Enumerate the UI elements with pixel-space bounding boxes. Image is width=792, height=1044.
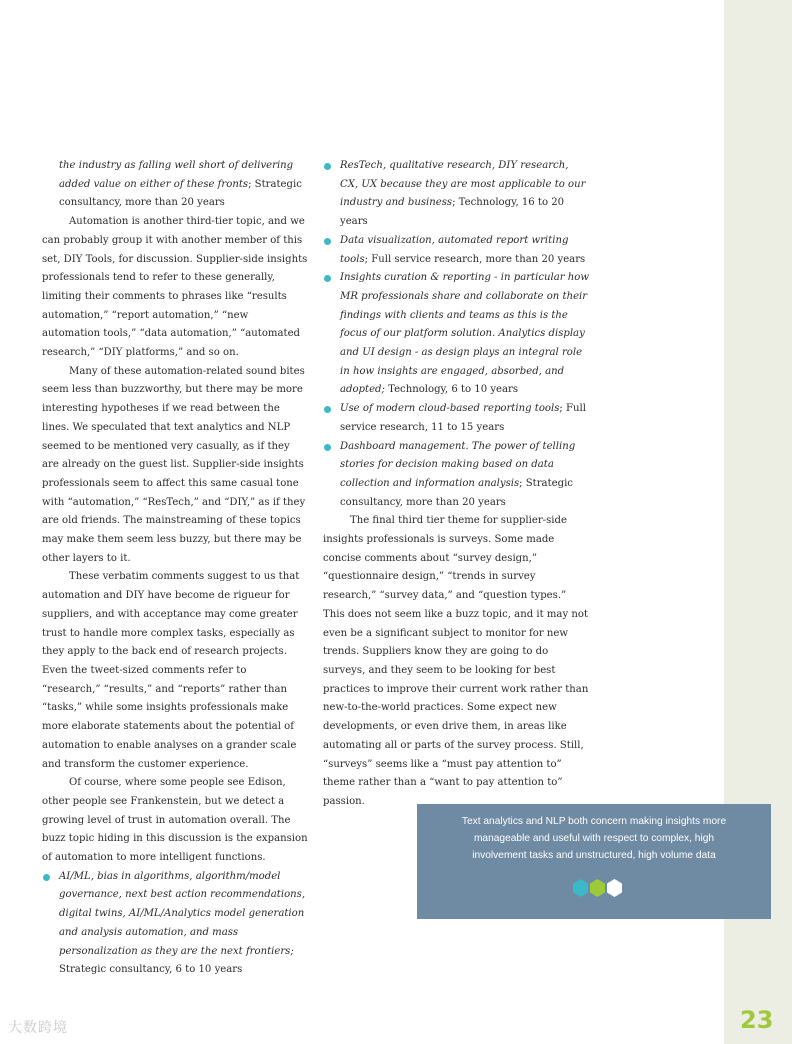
bullet-dot-icon bbox=[324, 163, 331, 170]
bullet-quote: Dashboard management. The power of telling stories for decision making based on data collection and information analysis bbox=[340, 440, 576, 489]
bullet-quote: AI/ML, bias in algorithms, algorithm/model governance, next best action recommendations, digital twins, AI/ML/Analytics model generation and analysis automation, and mass personalization as they are the next frontiers; bbox=[59, 870, 306, 957]
bullet-item bbox=[42, 868, 308, 980]
bullet-dot-icon bbox=[324, 444, 331, 451]
hexagon-white-icon bbox=[607, 879, 622, 897]
watermark-text: 大数跨境 bbox=[8, 1020, 68, 1036]
bullet-item bbox=[323, 400, 589, 437]
left-column bbox=[42, 157, 308, 980]
quote-source: ; Strategic consultancy, more than 20 years bbox=[59, 178, 302, 209]
paragraph: The final third tier theme for supplier-side insights professionals is surveys. Some made concise comments about “survey design,” “questionnaire design,” “trends in survey research,” “survey data,” and “question types.” This does not seem like a buzz topic, and it may not even be a significant subject to monitor for new trends. Suppliers know they are going to do surveys, and they seem to be looking for best practices to improve their current work rather than new-to-the-world practices. Some expect new developments, or even drive them, in areas like automating all or parts of the survey process. Still, “surveys” seems like a “must pay attention to” theme rather than a “want to pay attention to” passion. bbox=[323, 515, 589, 807]
right-column bbox=[323, 157, 589, 812]
paragraph: Many of these automation-related sound bites seem less than buzzworthy, but there may be more interesting hypotheses if we read between the lines. We speculated that text analytics and NLP seemed to be mentioned very casually, as if they are already on the guest list. Supplier-side insights professionals seem to affect this same casual tone with “automation,” “ResTech,” and “DIY,” as if they are old friends. The mainstreaming of these topics may make them seem less buzzy, but there may be other layers to it. bbox=[42, 365, 306, 564]
bullet-quote: Insights curation & reporting - in particular how MR professionals share and collaborate on their findings with clients and teams as this is the focus of our platform solution. Analytics display and UI design - as design plays an integral role in how insights are engaged, absorbed, and adopted; bbox=[340, 272, 589, 396]
watermark-logo bbox=[8, 1017, 68, 1037]
bullet-dot-icon bbox=[43, 874, 50, 881]
bullet-quote: Use of modern cloud-based reporting tools bbox=[340, 403, 560, 415]
bullet-quote: Data visualization, automated report writing tools bbox=[340, 234, 569, 265]
bullet-item bbox=[323, 269, 589, 400]
bullet-item bbox=[323, 157, 589, 232]
hexagon-decoration-icon bbox=[572, 878, 624, 898]
callout-box bbox=[417, 804, 771, 919]
bullet-source: Technology, 6 to 10 years bbox=[384, 384, 519, 396]
bullet-source: ; Strategic consultancy, more than 20 years bbox=[340, 477, 573, 508]
bullet-source: ; Full service research, 11 to 15 years bbox=[340, 403, 586, 433]
bullet-source: Strategic consultancy, 6 to 10 years bbox=[59, 964, 243, 976]
quote-continuation bbox=[42, 157, 308, 213]
quote-text: the industry as falling well short of delivering added value on either of these fronts bbox=[59, 160, 294, 190]
callout-text: Text analytics and NLP both concern making insights more manageable and useful with respect to complex, high involvement tasks and unstructured, high volume data bbox=[461, 816, 727, 861]
page-number: 23 bbox=[740, 1006, 774, 1034]
hexagon-green-icon bbox=[590, 879, 605, 897]
bullet-quote: ResTech, qualitative research, DIY research, CX, UX because they are most applicable to our industry and business bbox=[340, 160, 586, 209]
bullet-dot-icon bbox=[324, 238, 331, 245]
paragraph: Of course, where some people see Edison, other people see Frankenstein, but we detect a growing level of trust in automation overall. The buzz topic hiding in this discussion is the expansion of automation to more intelligent functions. bbox=[42, 777, 308, 864]
bullet-source: ; Technology, 16 to 20 years bbox=[340, 197, 565, 228]
bullet-dot-icon bbox=[324, 406, 331, 413]
hexagon-teal-icon bbox=[573, 879, 588, 897]
paragraph: These verbatim comments suggest to us that automation and DIY have become de rigueur for suppliers, and with acceptance may come greater trust to handle more complex tasks, especially as they apply to the back end of research projects. Even the tweet-sized comments refer to “research,” “results,” and “reports” rather than “tasks,” while some insights professionals make more elaborate statements about the potential of automation to enable analyses on a grander scale and transform the customer experience. bbox=[42, 571, 300, 770]
bullet-source: ; Full service research, more than 20 years bbox=[364, 253, 586, 265]
bullet-item bbox=[323, 438, 589, 513]
bullet-dot-icon bbox=[324, 275, 331, 282]
bullet-item bbox=[323, 232, 589, 269]
paragraph: Automation is another third-tier topic, and we can probably group it with another member of this set, DIY Tools, for discussion. Supplier-side insights professionals tend to refer to these generally, limiting their comments to phrases like “results automation,” “report automation,” “new automation tools,” “data automation,” “automated research,” “DIY platforms,” and so on. bbox=[42, 216, 308, 359]
